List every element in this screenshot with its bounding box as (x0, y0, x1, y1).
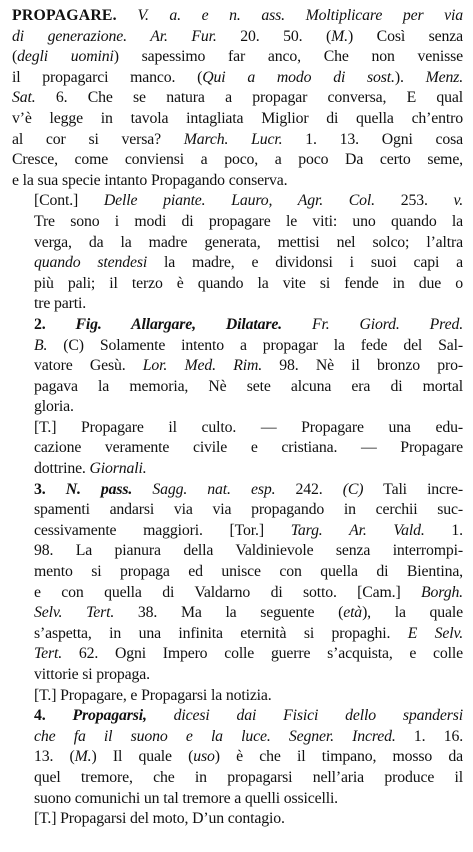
text-segment: Fig. Allargare, Dilatare. (45, 315, 282, 333)
text-line (12, 47, 463, 68)
text-line (12, 274, 463, 295)
text-segment: 1. 13. Ogni cosa (282, 130, 463, 148)
entry-paragraph (12, 315, 463, 418)
text-segment: s’aspetta, in una infinita eternità si propaghi. (34, 624, 408, 642)
text-line (12, 27, 463, 48)
text-line (12, 459, 463, 480)
text-line (12, 356, 463, 377)
text-line (12, 68, 463, 89)
text-segment: spamenti andarsi via via propagando in cerchii suc- (34, 501, 463, 519)
text-segment: ) sapessimo far anco, Che non venisse (113, 48, 463, 66)
text-segment: Tre sono i modi di propagare le viti: uno quando la (34, 212, 463, 230)
entry-paragraph (12, 6, 463, 191)
text-line (12, 583, 463, 604)
text-segment: 1. (424, 521, 463, 539)
text-segment: 3. (34, 480, 46, 498)
text-segment: al cor si versa? (12, 130, 184, 148)
text-line (12, 686, 463, 707)
text-line (12, 377, 463, 398)
text-line (12, 789, 463, 810)
text-segment: E Selv. (407, 624, 463, 642)
text-line (12, 233, 463, 254)
text-segment: Cresce, come conviensi a poco, a poco Da certo seme, (12, 151, 463, 169)
text-segment: Borgh. (421, 583, 463, 601)
text-segment: 242. (275, 480, 343, 498)
text-line (12, 212, 463, 233)
text-line (12, 336, 463, 357)
text-line (12, 315, 463, 336)
text-segment: ) Così senza (347, 27, 463, 45)
entry-paragraph (12, 686, 463, 707)
headword: PROPAGARE. (12, 7, 117, 24)
text-segment: B. (34, 336, 48, 354)
text-segment: ), la quale (362, 604, 463, 622)
text-line (12, 706, 463, 727)
entry-paragraph (12, 480, 463, 686)
text-segment: gloria. (34, 398, 74, 416)
text-segment: tre parti. (34, 295, 87, 313)
text-segment: V. a. e n. ass. Moltiplicare per via (116, 7, 463, 24)
text-line (12, 438, 463, 459)
text-segment: verga, da la madre generata, mettisi nel solco; l’altra (34, 233, 463, 251)
text-segment: cessivamente maggiori. [Tor.] (34, 521, 291, 539)
text-segment: ) Il quale ( (91, 748, 194, 766)
text-line (12, 809, 463, 830)
text-line (12, 562, 463, 583)
text-segment: March. Lucr. (183, 130, 283, 148)
text-line (12, 747, 463, 768)
text-segment: pagava la memoria, Nè sete alcuna era di mortal (34, 377, 463, 395)
text-segment: [T.] Propagarsi del moto, D’un contagio. (34, 810, 285, 828)
text-segment: Menz. (425, 68, 463, 86)
text-line (12, 6, 463, 27)
text-segment: Lor. Med. Rim. (142, 357, 263, 375)
text-segment: 2. (34, 315, 46, 333)
text-segment: che fa il suono e la luce. Segner. Incred. (34, 727, 396, 745)
text-segment: e la sua specie intanto Propagando conserva. (12, 171, 288, 189)
text-line (12, 171, 463, 192)
text-line (12, 521, 463, 542)
text-segment: ) è che il timpano, mosso da (214, 748, 463, 766)
text-segment: Tert. (34, 645, 63, 663)
text-segment: Selv. Tert. (34, 604, 115, 622)
text-segment: v’è legge in tavola intagliata Miglior di quella ch’entro (12, 109, 463, 127)
text-line (12, 130, 463, 151)
text-line (12, 397, 463, 418)
text-segment: più pali; il terzo è quando la vite si fende in due o (34, 274, 463, 292)
text-line (12, 603, 463, 624)
text-segment: di generazione. Ar. Fur. (12, 27, 217, 45)
text-segment: cazione veramente civile e cristiana. — Propagare (34, 439, 463, 457)
text-line (12, 418, 463, 439)
text-line (12, 191, 463, 212)
text-segment: uso (193, 748, 215, 766)
text-segment: 20. 50. ( (216, 27, 332, 45)
text-line (12, 665, 463, 686)
text-segment: Sagg. nat. esp. (132, 480, 276, 498)
entry-paragraph (12, 809, 463, 830)
text-segment: 253. (374, 192, 454, 210)
text-segment: ( (12, 48, 18, 66)
text-line (12, 150, 463, 171)
text-line (12, 624, 463, 645)
text-line (12, 727, 463, 748)
text-segment: 4. (34, 707, 46, 725)
text-segment: età (343, 604, 363, 622)
text-segment: v. (453, 192, 463, 210)
text-line (12, 88, 463, 109)
text-segment: 13. ( (34, 748, 75, 766)
text-segment: Fr. Giord. Pred. (281, 315, 463, 333)
text-segment: dicesi dai Fisici dello spandersi (146, 707, 463, 725)
text-segment: [Cont.] (34, 192, 104, 210)
entry-paragraph (12, 706, 463, 809)
text-line (12, 253, 463, 274)
text-segment: vatore Gesù. (34, 357, 143, 375)
text-segment: Targ. Ar. Vald. (290, 521, 425, 539)
text-segment: M. (331, 27, 348, 45)
text-line (12, 500, 463, 521)
text-segment: ). (394, 68, 426, 86)
text-segment: 62. Ogni Impero colle guerre s’acquista, e colle (62, 645, 463, 663)
text-segment: il propagarci manco. ( (12, 68, 203, 86)
text-segment: dottrine. (34, 460, 90, 478)
text-segment: (C) (342, 480, 364, 498)
text-segment: (C) Solamente intento a propagar la fede del Sal- (47, 336, 463, 354)
text-segment: 98. Nè il bronzo pro- (262, 357, 463, 375)
text-segment: 6. Che se natura a propagar conversa, E qual (35, 89, 463, 107)
entry-paragraph (12, 418, 463, 480)
text-segment: 98. La pianura della Valdinievole senza interrompi- (34, 542, 463, 560)
text-segment: Delle piante. Lauro, Agr. Col. (103, 192, 375, 210)
entry-paragraph (12, 191, 463, 315)
text-segment: Propagarsi, (45, 707, 147, 725)
text-segment: 1. 16. (395, 727, 463, 745)
text-segment: 38. Ma la seguente ( (114, 604, 344, 622)
text-segment: Tali incre- (363, 480, 463, 498)
text-line (12, 294, 463, 315)
text-segment: suono comunichi un tal tremore a quelli ossicelli. (34, 789, 338, 807)
text-segment: la madre, e dividonsi i suoi capi a (147, 254, 463, 272)
text-line (12, 480, 463, 501)
text-segment: degli uomini (17, 48, 114, 66)
text-segment: vittorie si propaga. (34, 666, 150, 683)
text-line (12, 644, 463, 665)
text-segment: quando stendesi (34, 254, 148, 272)
text-segment: mento si propaga ed unisce con quella di Bientina, (34, 563, 463, 581)
text-segment: quel tremore, che in propagarsi nell’aria produce il (34, 768, 463, 786)
text-line (12, 768, 463, 789)
text-segment: Giornali. (89, 460, 147, 478)
text-segment: [T.] Propagare, e Propagarsi la notizia. (34, 686, 272, 704)
text-segment: Qui a modo di sost. (202, 68, 395, 86)
text-segment: e con quella di Valdarno di sotto. [Cam.] (34, 583, 422, 601)
text-segment: Sat. (12, 89, 36, 107)
text-segment: N. pass. (45, 480, 133, 498)
text-segment: M. (74, 748, 92, 766)
text-line (12, 541, 463, 562)
text-segment: [T.] Propagare il culto. — Propagare una edu- (34, 418, 463, 436)
dictionary-entry-propagare (12, 6, 463, 830)
text-line (12, 109, 463, 130)
